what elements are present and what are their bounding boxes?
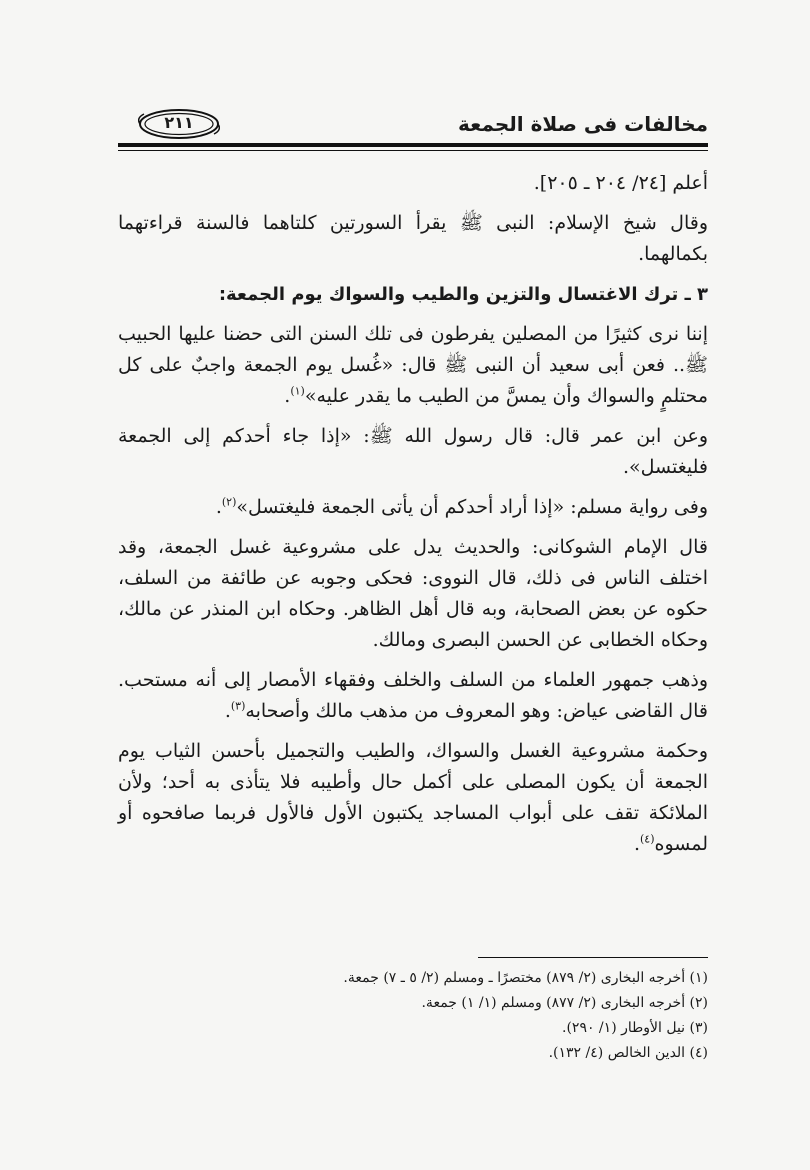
footnote-3: (٣) نيل الأوطار (١/ ٢٩٠). (562, 1020, 708, 1036)
footnote-2: (٢) أخرجه البخارى (٢/ ٨٧٧) ومسلم (١/ ١) جمعة. (421, 995, 708, 1011)
paragraph-7 (118, 665, 708, 727)
footnote-1: (١) أخرجه البخارى (٢/ ٨٧٩) مختصرًا ـ ومسلم (٢/ ٥ ـ ٧) جمعة. (343, 970, 708, 986)
page-number-frame (138, 108, 220, 140)
paragraph-5-text: وفى رواية مسلم: «إذا أراد أحدكم أن يأتى الجمعة فليغتسل» (236, 496, 708, 518)
footnote-ref-4: (٤) (639, 832, 655, 846)
running-title: مخالفات فى صلاة الجمعة (458, 112, 708, 136)
paragraph-2: وقال شيخ الإسلام: النبى ﷺ يقرأ السورتين كلتاهما فالسنة قراءتهما بكمالهما. (118, 212, 708, 265)
paragraph-6: قال الإمام الشوكانى: والحديث يدل على مشروعية غسل الجمعة، وقد اختلف الناس فى ذلك، قال النووى: فحكى وجوبه عن طائفة من السلف، حكوه عن بعض الصحابة، وبه قال أهل الظاهر. وحكاه ابن المنذر عن مالك، وحكاه الخطابى عن الحسن البصرى ومالك. (118, 536, 708, 651)
footnote-separator (478, 957, 708, 958)
section-heading: ٣ ـ ترك الاغتسال والتزين والطيب والسواك يوم الجمعة: (218, 284, 708, 305)
paragraph-3-text: إننا نرى كثيرًا من المصلين يفرطون فى تلك السنن التى حضنا عليها الحبيب ﷺ.. فعن أبى سعيد أن النبى ﷺ قال: «غُسل يوم الجمعة واجبٌ على كل محتلمٍ والسواك وأن يمسَّ من الطيب ما يقدر عليه» (118, 323, 708, 407)
footnote-ref-1: (١) (290, 384, 305, 398)
paragraph-4: وعن ابن عمر قال: قال رسول الله ﷺ: «إذا جاء أحدكم إلى الجمعة فليغتسل». (118, 425, 708, 478)
paragraph-7-end: . (224, 700, 231, 722)
paragraph-8-text: وحكمة مشروعية الغسل والسواك، والطيب والتجميل بأحسن الثياب يوم الجمعة أن يكون المصلى على أكمل حال وأطيبه فلا يتأذى به أحد؛ ولأن الملائكة تقف على أبواب المساجد يكتبون الأول فالأول فربما صافحوه أو لمسوه (118, 740, 708, 855)
footnote-4: (٤) الدين الخالص (٤/ ١٣٢). (548, 1045, 708, 1061)
paragraph-3-end: . (284, 385, 291, 407)
footnote-ref-3: (٣) (230, 699, 246, 713)
footnote-ref-2: (٢) (221, 495, 237, 509)
paragraph-7-text: وذهب جمهور العلماء من السلف والخلف وفقهاء الأمصار إلى أنه مستحب. قال القاضى عياض: وهو المعروف من مذهب مالك وأصحابه (118, 669, 708, 722)
paragraph-3 (118, 319, 708, 412)
page-number: ٢١١ (164, 113, 194, 132)
paragraph-5-end: . (215, 496, 222, 518)
footnotes (118, 966, 708, 1066)
paragraph-1: أعلم [٢٤/ ٢٠٤ ـ ٢٠٥]. (533, 172, 708, 194)
paragraph-8 (118, 736, 708, 860)
header-rule-thin (118, 150, 708, 151)
header-rule (118, 143, 708, 147)
paragraph-8-end: . (633, 833, 640, 855)
paragraph-5 (118, 492, 708, 523)
main-text (118, 168, 708, 860)
